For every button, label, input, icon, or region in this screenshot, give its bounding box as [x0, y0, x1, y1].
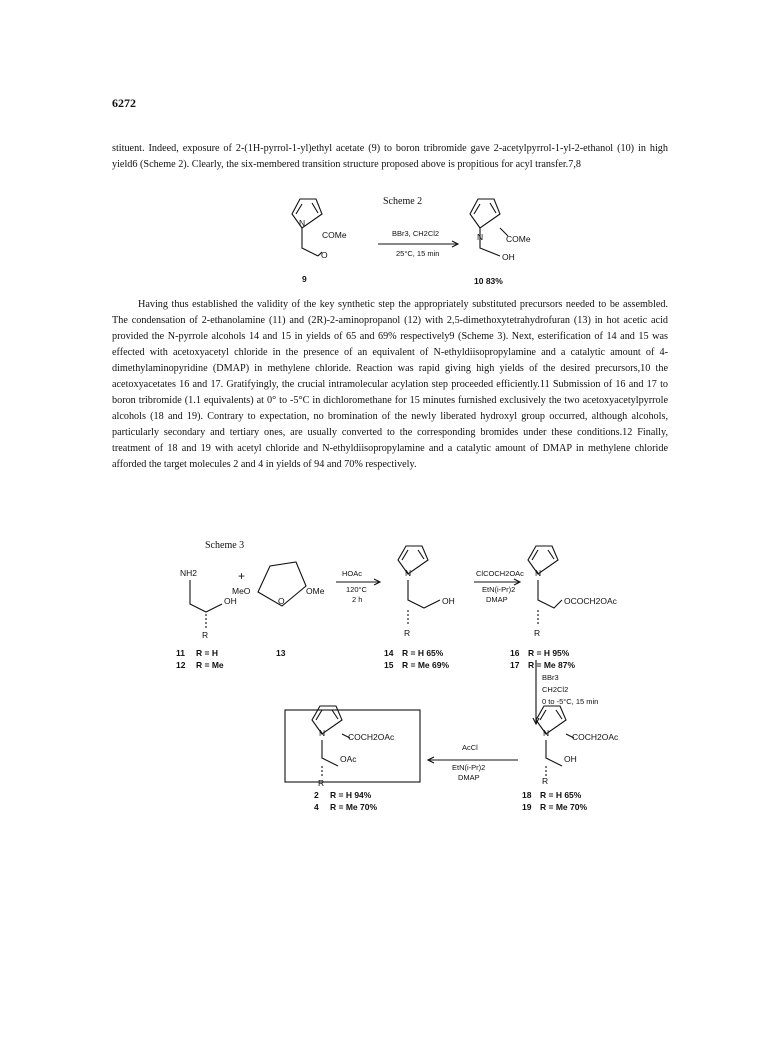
hydroxyl-14: OH: [442, 596, 455, 606]
methoxy-right: OMe: [306, 586, 325, 596]
acetyl-group-9: COMe: [322, 230, 347, 240]
r-group-14: R: [404, 628, 411, 638]
step3-solvent: CH2Cl2: [542, 685, 569, 694]
paragraph-intro: stituent. Indeed, exposure of 2-(1H-pyrrol-1-yl)ethyl acetate (9) to boron tribromide gave 2-acetylpyrrol-1-yl-2-ethanol (10) in high yield6 (Scheme 2). Clearly, the six-membered transition structure proposed above is propitious for acyl transfer.7,8: [112, 143, 668, 170]
scheme2-conditions: 25°C, 15 min: [396, 249, 440, 258]
step1-temperature: 120°C: [346, 585, 367, 594]
n-atom-14: N: [405, 568, 412, 578]
step3-conditions: 0 to -5°C, 15 min: [542, 697, 599, 706]
compound-2-desc: R = H 94%: [330, 790, 372, 800]
compound-10-label: 10 83%: [474, 276, 503, 286]
hydroxyl-11: OH: [224, 596, 237, 606]
amino-alcohol-chain: [190, 580, 222, 612]
compound-4-label: 4: [314, 802, 319, 812]
step2-reagent: ClCOCH2OAc: [476, 569, 524, 578]
acyl-group-18: COCH2OAc: [572, 732, 619, 742]
compound-18-desc: R = H 65%: [540, 790, 582, 800]
compound-2-label: 2: [314, 790, 319, 800]
compound-16-label: 16: [510, 648, 520, 658]
compound-13-label: 13: [276, 648, 286, 658]
n-atom-10: N: [477, 232, 484, 242]
pyrrole-ring-16: [528, 546, 558, 574]
scheme2-reagents: BBr3, CH2Cl2: [392, 229, 440, 238]
r-group-18: R: [542, 776, 549, 786]
target-box: [285, 710, 420, 782]
compound-16-desc: R = H 95%: [528, 648, 570, 658]
ester-group-16: OCOCH2OAc: [564, 596, 617, 606]
compound-15-label: 15: [384, 660, 394, 670]
pyrrole-ring-9: [292, 199, 322, 228]
hydroxyl-group-10: OH: [502, 252, 515, 262]
compound-12-label: 12: [176, 660, 186, 670]
step2-base: EtN(i-Pr)2: [482, 585, 516, 594]
acyl-group-2: COCH2OAc: [348, 732, 395, 742]
compound-9-label: 9: [302, 274, 307, 284]
ring-oxygen-13: O: [278, 596, 285, 606]
pyrrole-ring-10: [470, 199, 500, 228]
pyrrole-ring-14: [398, 546, 428, 574]
pyrrole-ring-18: [536, 706, 566, 734]
r-group-2: R: [318, 778, 325, 788]
compound-12-desc: R = Me: [196, 660, 224, 670]
scheme-3-title: Scheme 3: [205, 540, 245, 551]
compound-11-desc: R = H: [196, 648, 218, 658]
scheme-2-title: Scheme 2: [383, 196, 423, 207]
compound-17-label: 17: [510, 660, 520, 670]
n-atom-18: N: [543, 728, 550, 738]
acetyl-group-10: COMe: [506, 234, 531, 244]
page-number: 6272: [112, 96, 136, 110]
methoxy-left: MeO: [232, 586, 251, 596]
compound-14-desc: R = H 65%: [402, 648, 444, 658]
acetoxy-group-2: OAc: [340, 754, 357, 764]
n-atom-9: N: [299, 218, 306, 228]
compound-17-desc: R = Me 87%: [528, 660, 576, 670]
plus-sign: +: [238, 569, 246, 583]
step4-reagent: AcCl: [462, 743, 478, 752]
amine-group: NH2: [180, 568, 198, 578]
step1-time: 2 h: [352, 595, 363, 604]
r-group-11: R: [202, 630, 209, 640]
compound-14-label: 14: [384, 648, 394, 658]
compound-19-desc: R = Me 70%: [540, 802, 588, 812]
step3-reagent: BBr3: [542, 673, 559, 682]
step1-reagent: HOAc: [342, 569, 363, 578]
compound-4-desc: R = Me 70%: [330, 802, 378, 812]
compound-19-label: 19: [522, 802, 532, 812]
paragraph-synthesis: Having thus established the validity of the key synthetic step the appropriately substituted precursors needed to be assembled. The condensation of 2-ethanolamine (11) and (2R)-2-aminopropanol (12) with 2,5-dimethoxytetrahydrofuran (13) in hot acetic acid provided the N-pyrrole alcohols 14 and 15 in yields of 65 and 69% respectively9 (Scheme 3). Next, esterification of 14 and 15 was effected with acetoxyacetyl chloride in the presence of an equivalent of N-ethyldiisopropylamine and a catalytic amount of 4-dimethylaminopyridine (DMAP) in methylene chloride. Reaction was rapid giving high yields of the desired precursors,10 the acetoxyacetates 16 and 17. Gratifyingly, the crucial intramolecular acylation step proceeded efficiently.11 Submission of 16 and 17 to boron tribromide (1.1 equivalents) at 0° to -5°C in dichloromethane for 15 minutes furnished exclusively the two acetoxyacetylpyrrole alcohols (18 and 19). Contrary to expectation, no bromination of the newly liberated hydroxyl group occurred, although alcohols, particularly secondary and tertiary ones, are usually converted to the corresponding bromides under these conditions.12 Finally, treatment of 18 and 19 with acetyl chloride and N-ethyldiisopropylamine and a catalytic amount of DMAP in methylene chloride afforded the target molecules 2 and 4 in yields of 94 and 70% respectively.: [112, 299, 668, 470]
ethyl-chain-9: [302, 228, 318, 256]
compound-18-label: 18: [522, 790, 532, 800]
step4-base: EtN(i-Pr)2: [452, 763, 486, 772]
r-group-16: R: [534, 628, 541, 638]
step2-catalyst: DMAP: [486, 595, 508, 604]
step4-catalyst: DMAP: [458, 773, 480, 782]
hydroxyl-18: OH: [564, 754, 577, 764]
n-atom-16: N: [535, 568, 542, 578]
compound-11-label: 11: [176, 648, 185, 658]
compound-15-desc: R = Me 69%: [402, 660, 450, 670]
ester-oxygen-9: O: [321, 250, 328, 260]
n-atom-2: N: [319, 728, 326, 738]
